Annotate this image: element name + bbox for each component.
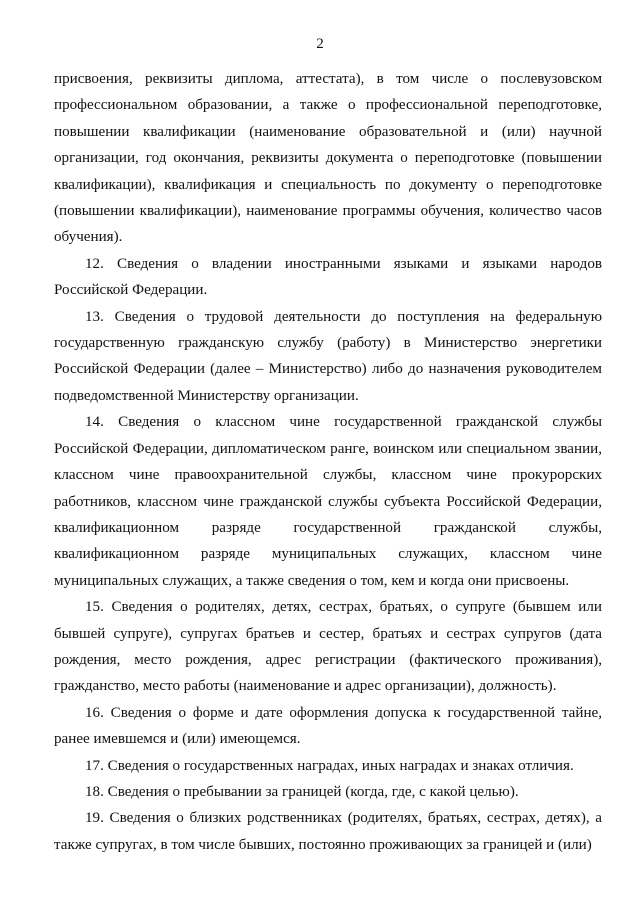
paragraph-item-16: 16. Сведения о форме и дате оформления допуска к государственной тайне, ранее имевшемся и (или) имеющемся. (54, 704, 602, 748)
paragraph-item-18: 18. Сведения о пребывании за границей (когда, где, с какой целью). (85, 783, 519, 800)
paragraph-continuation: присвоения, реквизиты диплома, аттестата), в том числе о послевузовском профессиональном образовании, а также о профессиональной переподготовке, повышении квалификации (наименование образовательной и (или) научной организации, год окончания, реквизиты документа о переподготовке (повышении квалификации), квалификация и специальность по документу о переподготовке (повышении квалификации), наименование программы обучения, количество часов обучения). (54, 71, 602, 246)
document-body (54, 66, 602, 858)
paragraph-item-19: 19. Сведения о близких родственниках (родителях, братьях, сестрах, детях), а также супругах, в том числе бывших, постоянно проживающих за границей и (или) (54, 810, 602, 853)
paragraph-item-15: 15. Сведения о родителях, детях, сестрах, братьях, о супруге (бывшем или бывшей супруге), супругах братьев и сестер, братьях и сестрах супругов (дата рождения, место рождения, адрес регистрации (фактического проживания), гражданство, место работы (наименование и адрес организации), должность). (54, 599, 602, 695)
paragraph-item-14: 14. Сведения о классном чине государственной гражданской службы Российской Федерации, дипломатическом ранге, воинском или специальном звании, классном чине правоохранительной службы, классном чине прокурорских работников, классном чине гражданской службы субъекта Российской Федерации, квалификационном разряде государственной гражданской службы, квалификационном разряде муниципальных служащих, классном чине муниципальных служащих, а также сведения о том, кем и когда они присвоены. (54, 414, 602, 589)
paragraph-item-12: 12. Сведения о владении иностранными языками и языками народов Российской Федерации. (54, 255, 602, 299)
paragraph-item-17: 17. Сведения о государственных наградах, иных наградах и знаках отличия. (85, 757, 574, 774)
paragraph-item-13: 13. Сведения о трудовой деятельности до поступления на федеральную государственную гражданскую службу (работу) в Министерство энергетики Российской Федерации (далее – Министерство) либо до назначения руководителем подведомственной Министерству организации. (54, 308, 602, 404)
page-number: 2 (316, 36, 324, 52)
